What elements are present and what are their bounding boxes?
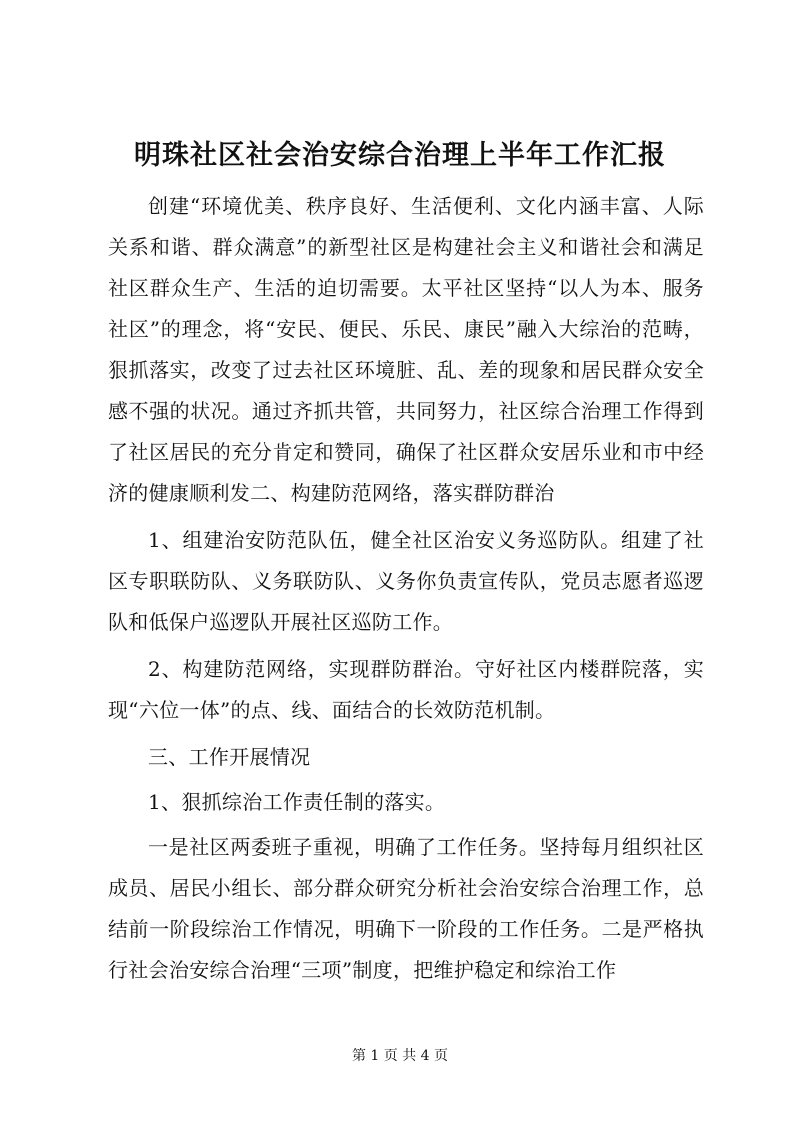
paragraph-responsibility: 一是社区两委班子重视，明确了工作任务。坚持每月组织社区成员、居民小组长、部分群众研究分析社会治安综合治理工作，总结前一阶段综治工作情况，明确下一阶段的工作任务。二是严格执行社会治安综合治理“三项”制度，把维护稳定和综治工作	[108, 835, 704, 982]
document-title: 明珠社区社会治安综合治理上半年工作汇报	[134, 140, 666, 171]
paragraph-intro: 创建“环境优美、秩序良好、生活便利、文化内涵丰富、人际关系和谐、群众满意”的新型社区是构建社会主义和谐社会和满足社区群众生产、生活的迫切需要。太平社区坚持“以人为本、服务社区”的理念，将“安民、便民、乐民、康民”融入大综治的范畴，狠抓落实，改变了过去社区环境脏、乱、差的现象和居民群众安全感不强的状况。通过齐抓共管，共同努力，社区综合治理工作得到了社区居民的充分肯定和赞同，确保了社区群众安居乐业和市中经济的健康顺利发二、构建防范网络，落实群防群治	[108, 194, 704, 505]
page-number-footer: 第 1 页 共 4 页	[351, 1048, 449, 1064]
subsection-heading-responsibility: 1、狠抓综治工作责任制的落实。	[148, 790, 446, 814]
paragraph-network: 2、构建防范网络，实现群防群治。守好社区内楼群院落，实现“六位一体”的点、线、面结合的长效防范机制。	[108, 657, 704, 722]
section-heading-progress: 三、工作开展情况	[148, 745, 311, 769]
document-body	[108, 186, 704, 997]
paragraph-team: 1、组建治安防范队伍，健全社区治安义务巡防队。组建了社区专职联防队、义务联防队、义务你负责宣传队，党员志愿者巡逻队和低保户巡逻队开展社区巡防工作。	[108, 528, 704, 634]
